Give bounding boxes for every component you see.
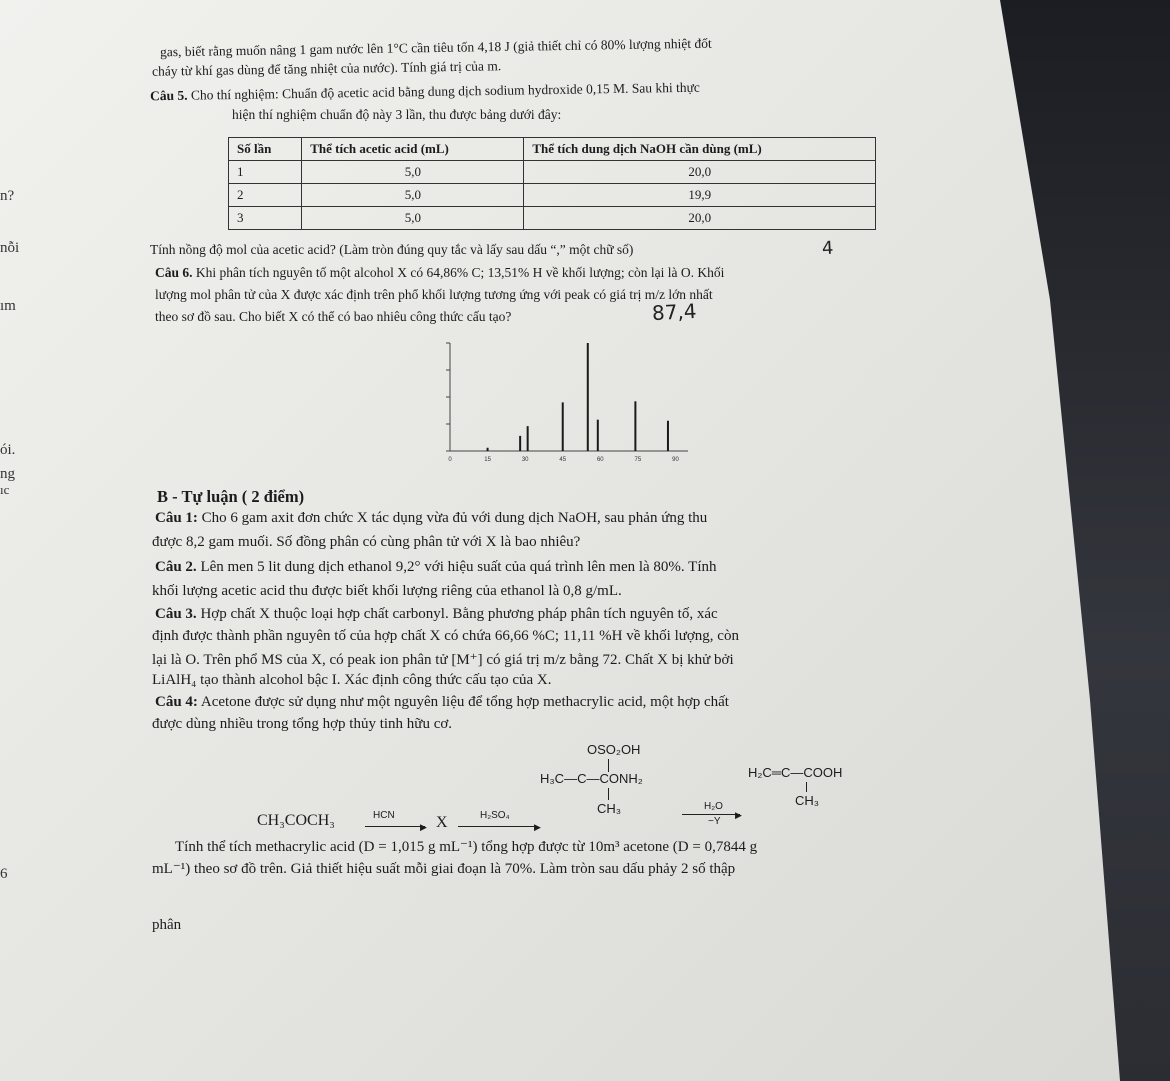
handwritten-answer: 4 [821, 237, 834, 260]
edge-fragment: ım [0, 298, 16, 314]
x-tick-label: 75 [634, 457, 642, 463]
question-5-text: hiện thí nghiệm chuẩn độ này 3 lần, thu được bảng dưới đây: [232, 107, 562, 122]
table-cell: 2 [229, 184, 302, 207]
scheme-intermediate: X [436, 814, 448, 831]
x-tick-label: 45 [559, 457, 567, 463]
edge-fragment: ói. [0, 442, 16, 458]
titration-table [228, 137, 876, 230]
intro-line: cháy từ khí gas dùng để tăng nhiệt của nước). Tính giá trị của m. [151, 58, 502, 79]
part-b-question-3: LiAlH₄ tạo thành alcohol bậc I. Xác định công thức cấu tạo của X. [152, 672, 552, 688]
question-label: Câu 1: [155, 510, 198, 526]
question-label: Câu 2. [155, 559, 197, 575]
table-cell: 19,9 [524, 184, 876, 207]
question-label: Câu 4: [155, 694, 198, 710]
reaction-arrow [458, 826, 538, 827]
scheme-product: H₂C═C—COOH [748, 765, 843, 780]
x-tick-label: 60 [596, 457, 604, 463]
question-6-text: Câu 6. Khi phân tích nguyên tố một alcohol X có 64,86% C; 13,51% H về khối lượng; còn lại là O. Khối [155, 265, 725, 280]
reaction-arrow [682, 814, 740, 815]
table-row [229, 184, 876, 207]
reagent-label: −Y [708, 816, 721, 827]
x-tick-label: 15 [484, 457, 491, 463]
bond-line [806, 782, 807, 792]
table-row [229, 207, 876, 230]
question-6-label: Câu 6. [155, 265, 193, 280]
part-b-question-1: Câu 1: Cho 6 gam axit đơn chức X tác dụng vừa đủ với dung dịch NaOH, sau phản ứng thu [155, 510, 708, 526]
edge-fragment: n? [0, 188, 15, 204]
table-header-row [229, 138, 876, 161]
part-b-question-4: được dùng nhiều trong tổng hợp thủy tinh hữu cơ. [152, 716, 453, 732]
part-b-question-3: lại là O. Trên phổ MS của X, có peak ion phân tử [M⁺] có giá trị m/z bằng 72. Chất X bị khử bởi [152, 652, 734, 668]
arrow-head-icon: ▶ [420, 822, 427, 832]
part-b-question-2: khối lượng acetic acid thu được biết khối lượng riêng của ethanol là 0,8 g/mL. [152, 583, 622, 599]
reaction-arrow [365, 826, 425, 827]
x-tick-label: 30 [521, 457, 529, 463]
part-b-question-2: Câu 2. Lên men 5 lit dung dịch ethanol 9,2° với hiệu suất của quá trình lên men là 80%. Tính [155, 559, 717, 575]
reagent-label: H₂SO₄ [480, 810, 510, 821]
question-6-text: theo sơ đồ sau. Cho biết X có thể có bao nhiêu công thức cấu tạo? [155, 309, 512, 324]
bond-line [608, 788, 609, 800]
edge-fragment: ng [0, 466, 15, 482]
section-title: B - Tự luận ( 2 điểm) [157, 487, 305, 506]
table-header: Thể tích dung dịch NaOH cần dùng (mL) [524, 138, 876, 161]
arrow-head-icon: ▶ [735, 810, 742, 820]
table-cell: 3 [229, 207, 302, 230]
handwritten-answer: 87,4 [651, 298, 698, 326]
part-b-question-4: Câu 4: Acetone được sử dụng như một nguyên liệu để tổng hợp methacrylic acid, một hợp chất [155, 694, 729, 710]
table-cell: 20,0 [524, 207, 876, 230]
part-b-question-3: Câu 3. Hợp chất X thuộc loại hợp chất carbonyl. Bằng phương pháp phân tích nguyên tố, xác [155, 606, 718, 622]
table-cell: 5,0 [302, 207, 524, 230]
edge-fragment: 6 [0, 866, 8, 882]
scheme-reactant: CH₃COCH₃ [257, 812, 335, 829]
table-cell: 5,0 [302, 161, 524, 184]
scheme-sulfate-bottom: CH₃ [597, 801, 622, 816]
intro-line: gas, biết rằng muốn nâng 1 gam nước lên 1°C cần tiêu tốn 4,18 J (giả thiết chỉ có 80% lượng nhiệt đốt [159, 35, 712, 60]
part-b-question-4: mL⁻¹) theo sơ đồ trên. Giả thiết hiệu suất mỗi giai đoạn là 70%. Làm tròn sau dấu phảy 2 số thập [152, 861, 736, 877]
x-tick-label: 0 [448, 457, 452, 463]
table-cell: 1 [229, 161, 302, 184]
table-cell: 5,0 [302, 184, 524, 207]
table-cell: 20,0 [524, 161, 876, 184]
part-b-question-1: được 8,2 gam muối. Số đồng phân có cùng phân tử với X là bao nhiêu? [152, 534, 581, 550]
question-5-text: Câu 5. Cho thí nghiệm: Chuẩn độ acetic acid bằng dung dịch sodium hydroxide 0,15 M. Sau khi thực [149, 79, 700, 104]
table-header: Số lần [229, 138, 302, 161]
arrow-head-icon: ▶ [534, 822, 541, 832]
reagent-label: H₂O [704, 801, 723, 812]
mass-spectrum-chart [420, 333, 700, 473]
part-b-question-4: Tính thể tích methacrylic acid (D = 1,015 g mL⁻¹) tổng hợp được từ 10m³ acetone (D = 0,7844 g [175, 839, 758, 855]
scheme-sulfate-top: OSO₂OH [587, 742, 641, 757]
part-b-question-3: định được thành phần nguyên tố của hợp chất X có chứa 66,66 %C; 11,11 %H về khối lượng, còn [152, 628, 739, 644]
question-6-text: lượng mol phân tử của X được xác định trên phổ khối lượng tương ứng với peak có giá trị m/z lớn nhất [155, 287, 713, 302]
scheme-sulfate-main: H₃C—C—CONH₂ [540, 771, 643, 786]
chart-axes [446, 343, 688, 451]
part-b-question-4: phân [152, 917, 182, 933]
edge-fragment: ıc [0, 482, 10, 497]
reagent-label: HCN [373, 810, 395, 821]
question-5-label: Câu 5. [149, 87, 188, 104]
question-5-question: Tính nồng độ mol của acetic acid? (Làm tròn đúng quy tắc và lấy sau dấu “,” một chữ số) [150, 242, 634, 257]
x-tick-label: 90 [672, 457, 679, 463]
table-header: Thể tích acetic acid (mL) [302, 138, 524, 161]
scheme-product-methyl: CH₃ [795, 793, 820, 808]
table-row [229, 161, 876, 184]
question-label: Câu 3. [155, 606, 197, 622]
edge-fragment: nỗi [0, 240, 20, 256]
